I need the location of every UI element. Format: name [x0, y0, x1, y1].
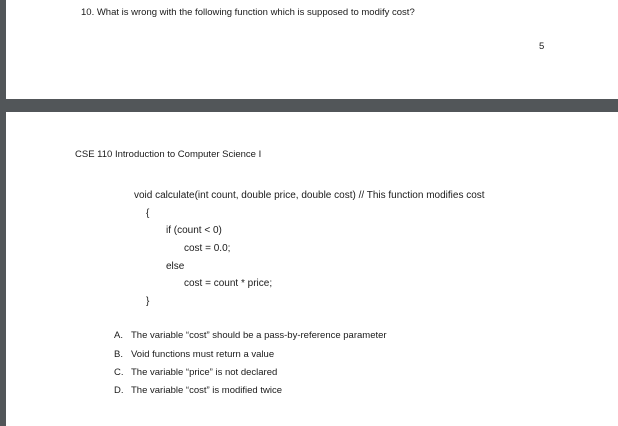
- choice-text: The variable “price” is not declared: [131, 367, 278, 378]
- choice-letter: B.: [114, 349, 123, 360]
- choice-text: The variable “cost” is modified twice: [131, 385, 282, 396]
- document-page-top: [6, 0, 618, 99]
- code-line-else: else: [166, 261, 185, 272]
- choice-text: Void functions must return a value: [131, 349, 275, 360]
- code-line-assign-product: cost = count * price;: [184, 278, 273, 289]
- question-text: 10. What is wrong with the following function which is supposed to modify cost?: [81, 7, 415, 18]
- choice-letter: D.: [114, 385, 124, 396]
- code-line-if: if (count < 0): [166, 225, 222, 236]
- document-page-bottom: [6, 112, 618, 426]
- code-line-signature: void calculate(int count, double price, double cost) // This function modifies cost: [134, 190, 485, 201]
- code-line-close-brace: }: [146, 296, 150, 307]
- code-line-open-brace: {: [146, 208, 150, 219]
- course-header: CSE 110 Introduction to Computer Science I: [75, 149, 262, 160]
- code-line-assign-zero: cost = 0.0;: [184, 243, 231, 254]
- choice-text: The variable “cost” should be a pass-by-reference parameter: [131, 330, 387, 341]
- choice-letter: A.: [114, 330, 123, 341]
- choice-letter: C.: [114, 367, 124, 378]
- page-number: 5: [539, 41, 545, 52]
